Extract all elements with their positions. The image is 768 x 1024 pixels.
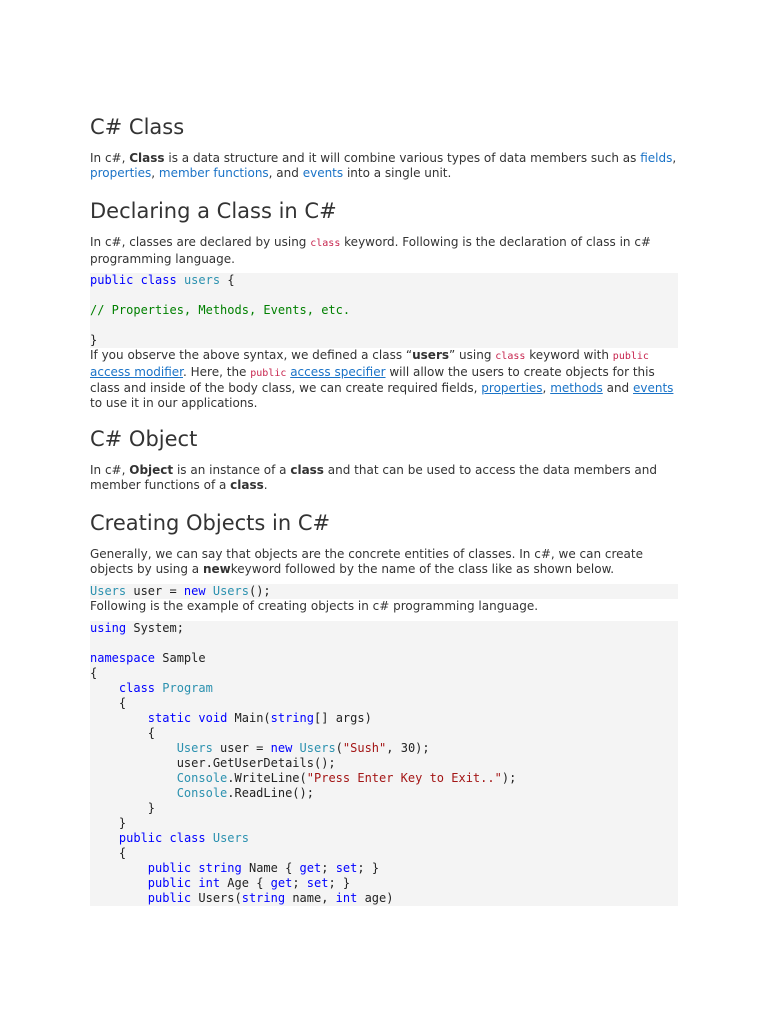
text: In c#, — [90, 151, 130, 165]
code-string: "Press Enter Key to Exit.." — [306, 770, 502, 785]
code-token: ); — [501, 770, 517, 785]
member-functions-link[interactable]: member functions — [158, 165, 269, 180]
text: into a single unit. — [343, 165, 452, 180]
article — [90, 113, 678, 906]
public-keyword: public — [250, 367, 287, 379]
syntax-explanation-paragraph — [90, 348, 678, 410]
heading-csharp-class: C# Class — [90, 115, 185, 139]
code-token: class — [169, 830, 206, 845]
code-token: Users( — [191, 890, 242, 905]
code-token: } — [90, 333, 98, 347]
bold-text: class — [290, 463, 324, 477]
code-token: { — [90, 665, 98, 680]
code-token: class — [118, 680, 156, 695]
text: ” using — [449, 348, 496, 362]
text: . — [263, 477, 268, 492]
access-modifier-link[interactable]: access modifier — [90, 364, 184, 379]
code-token: Name { — [241, 860, 300, 875]
bold-text: class — [230, 477, 264, 492]
code-token: users — [183, 273, 221, 287]
code-token: , 30); — [386, 740, 430, 755]
object-intro-paragraph — [90, 463, 678, 492]
code-token: class — [140, 273, 177, 287]
public-keyword: public — [612, 351, 649, 362]
class-declaration-code-block — [90, 273, 678, 348]
example-code-block — [90, 621, 678, 906]
code-token: public — [147, 875, 192, 890]
example-intro-paragraph: Following is the example of creating objects in c# programming language. — [90, 599, 539, 613]
text: to use it in our applications. — [90, 395, 258, 410]
bold-text: Object — [129, 463, 174, 477]
heading-declaring-class: Declaring a Class in C# — [90, 199, 337, 223]
text: keyword followed by the name of the class like as shown below. — [230, 561, 615, 576]
code-token: name, — [285, 890, 336, 905]
class-intro-paragraph — [90, 151, 678, 180]
code-token: get — [270, 875, 293, 890]
code-token: Users — [90, 584, 127, 598]
text: Generally, we can say that objects are the concrete entities of classes. In c#, we can create objects by using a — [90, 547, 643, 576]
fields-link[interactable]: fields — [640, 151, 673, 165]
class-keyword: class — [495, 351, 526, 362]
code-token: public — [90, 273, 134, 287]
code-token — [206, 584, 213, 598]
declaring-paragraph — [90, 235, 678, 266]
code-token: } — [90, 800, 156, 815]
object-creation-code — [90, 584, 678, 599]
text: keyword. Following is the declaration of class in c# programming language. — [90, 235, 651, 266]
text: and — [602, 381, 633, 395]
code-token: namespace — [90, 650, 156, 665]
code-token: } — [90, 815, 127, 830]
text: is a data structure and it will combine various types of data members such as — [164, 151, 641, 165]
code-token: string — [198, 860, 242, 875]
heading-creating-objects: Creating Objects in C# — [90, 511, 331, 535]
code-token: Program — [162, 680, 213, 695]
code-token: int — [335, 890, 358, 905]
code-token: set — [306, 875, 329, 890]
code-token: using — [90, 620, 127, 635]
code-token: Main( — [227, 710, 271, 725]
code-token: get — [299, 860, 322, 875]
code-token: age) — [357, 890, 394, 905]
code-token: { — [90, 695, 127, 710]
text: keyword with — [525, 348, 613, 362]
methods-link[interactable]: methods — [550, 381, 603, 395]
text: . Here, the — [183, 364, 251, 379]
text: , — [151, 165, 159, 180]
code-token: string — [241, 890, 286, 905]
code-token: ; — [292, 875, 307, 890]
code-token: Users — [176, 740, 213, 755]
text: , — [542, 381, 551, 395]
text: , — [672, 151, 677, 165]
code-token: Users — [212, 584, 249, 598]
properties-link[interactable]: properties — [90, 165, 152, 180]
code-token: ( — [335, 740, 343, 755]
code-token: string — [270, 710, 315, 725]
text: and that can be used to access the data members and member functions of a — [90, 463, 657, 492]
code-token: { — [90, 725, 156, 740]
code-token: ; } — [357, 860, 380, 875]
code-token: { — [90, 845, 127, 860]
code-token: Users — [299, 740, 336, 755]
code-token: { — [227, 273, 235, 287]
code-token: set — [335, 860, 358, 875]
text: In c#, classes are declared by using — [90, 235, 311, 249]
text: If you observe the above syntax, we defined a class “ — [90, 348, 413, 362]
code-token: public — [118, 830, 163, 845]
code-token: user = — [212, 740, 271, 755]
code-token: new — [270, 740, 293, 755]
creating-objects-paragraph — [90, 547, 678, 576]
code-token: Console — [176, 785, 228, 800]
code-token: Age { — [220, 875, 271, 890]
code-token: ; } — [328, 875, 351, 890]
code-token: user.GetUserDetails(); — [90, 755, 336, 770]
code-token: .ReadLine(); — [227, 785, 314, 800]
code-token: void — [198, 710, 228, 725]
code-token: Users — [212, 830, 249, 845]
code-token: System; — [126, 620, 184, 635]
events-link[interactable]: events — [302, 165, 344, 180]
class-keyword: class — [310, 238, 341, 249]
code-token: new — [183, 584, 206, 598]
properties-link[interactable]: properties — [481, 381, 543, 395]
code-token: .WriteLine( — [227, 770, 307, 785]
events-link[interactable]: events — [633, 381, 674, 395]
text: will allow the users to create objects for this class and inside of the body class, we can create required fields, — [90, 364, 655, 395]
code-token: (); — [248, 584, 271, 598]
bold-text: users — [412, 348, 450, 362]
access-specifier-link[interactable]: access specifier — [290, 364, 386, 379]
heading-csharp-object: C# Object — [90, 427, 198, 451]
code-token: public — [147, 890, 192, 905]
code-token: user = — [126, 584, 184, 598]
code-token: public — [147, 860, 192, 875]
code-token: ; — [321, 860, 336, 875]
code-token: [] args) — [314, 710, 372, 725]
code-token: int — [198, 875, 221, 890]
text: , and — [268, 165, 303, 180]
text: In c#, — [90, 463, 130, 477]
code-token: Sample — [155, 650, 206, 665]
bold-text: Class — [129, 151, 165, 165]
text: is an instance of a — [173, 463, 291, 477]
code-string: "Sush" — [342, 740, 387, 755]
bold-text: new — [202, 561, 231, 576]
code-comment: // Properties, Methods, Events, etc. — [90, 303, 351, 317]
code-token: static — [147, 710, 192, 725]
code-token: Console — [176, 770, 228, 785]
